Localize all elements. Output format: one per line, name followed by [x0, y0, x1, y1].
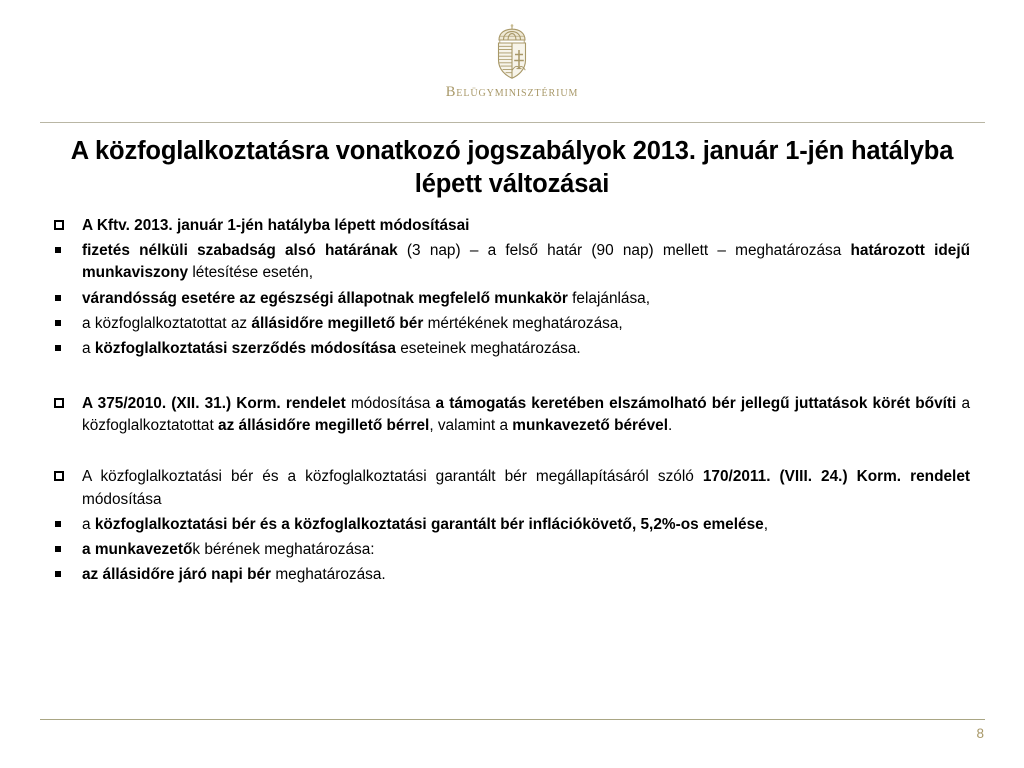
header-logo-block: [0, 24, 1024, 101]
block-spacer: [40, 363, 970, 393]
bullet-item-row: [40, 288, 970, 310]
bullet-text: [82, 466, 970, 510]
bullet-heading-row: [40, 215, 970, 237]
text-run: meghatározása.: [275, 566, 386, 584]
text-run-bold: az állásidőre járó napi bér: [82, 566, 276, 584]
header-divider-rule: [40, 122, 985, 123]
text-run: A közfoglalkoztatási bér és a közfoglalkoztatási garantált bér megállapításáról szóló: [82, 468, 703, 486]
hollow-square-bullet-icon: [54, 466, 72, 481]
bullet-text: [82, 313, 970, 335]
bullet-heading-row: [40, 393, 970, 437]
filled-square-bullet-icon: [55, 539, 73, 552]
bullet-text: [82, 240, 970, 284]
bullet-item-row: [40, 313, 970, 335]
slide-title-line2: hatályba lépett változásai: [414, 137, 954, 198]
text-run: , valamint a: [429, 417, 513, 435]
bullet-text: [82, 539, 970, 561]
text-run: mértékének meghatározása,: [427, 314, 623, 332]
text-run: felajánlása,: [572, 289, 651, 307]
bullet-heading-row: [40, 466, 970, 510]
hungarian-coat-of-arms-icon: [489, 24, 535, 80]
slide-content-body: [40, 215, 970, 589]
text-run: ,: [763, 515, 768, 533]
text-run-bold: állásidőre megillető bér: [251, 314, 428, 332]
bullet-item-row: [40, 338, 970, 360]
text-run: k bérének meghatározása:: [192, 540, 375, 558]
text-run-bold: A 375/2010. (XII. 31.) Korm. rendelet: [82, 395, 351, 413]
hollow-square-bullet-icon: [54, 393, 72, 408]
text-run-bold: 170/2011. (VIII. 24.) Korm. rendelet: [702, 468, 970, 486]
text-run: a: [82, 515, 95, 533]
filled-square-bullet-icon: [55, 338, 73, 351]
slide-title: [62, 135, 962, 200]
block-spacer: [40, 440, 970, 466]
text-run-bold: várandósság esetére az egészségi állapotnak megfelelő munkakör: [82, 289, 573, 307]
ministry-name: Belügyminisztérium: [445, 84, 579, 100]
text-run: módosítása: [350, 395, 436, 413]
text-run-bold: határozott idejű munkaviszony: [82, 242, 970, 282]
bullet-item-row: [40, 240, 970, 284]
text-run-bold: közfoglalkoztatási szerződés módosítása: [94, 339, 401, 357]
bullet-text: [82, 338, 970, 360]
filled-square-bullet-icon: [55, 514, 73, 527]
text-run: létesítése esetén,: [192, 264, 313, 282]
text-run: a: [82, 339, 95, 357]
text-run-bold: fizetés nélküli szabadság alsó határának: [82, 242, 407, 260]
text-run-bold: munkavezető bérével: [512, 417, 668, 435]
text-run-bold: A Kftv. 2013. január 1-jén hatályba lépett módosításai: [82, 217, 470, 234]
text-run: .: [667, 417, 673, 435]
filled-square-bullet-icon: [55, 240, 73, 253]
bullet-text: [82, 564, 970, 586]
bullet-item-row: [40, 539, 970, 561]
text-run-bold: az állásidőre megillető bérrel: [218, 417, 430, 435]
bullet-text: [82, 215, 970, 237]
bullet-item-row: [40, 514, 970, 536]
text-run: módosítása: [82, 490, 162, 508]
bullet-text: [82, 514, 970, 536]
bullet-item-row: [40, 564, 970, 586]
slide-title-line1: A közfoglalkoztatásra vonatkozó jogszabályok 2013. január 1-jén: [70, 137, 845, 165]
text-run-bold: a munkavezető: [82, 540, 193, 558]
text-run: a közfoglalkoztatottat: [82, 395, 970, 435]
bullet-text: [82, 393, 970, 437]
footer-divider-rule: [40, 719, 985, 720]
filled-square-bullet-icon: [55, 288, 73, 301]
text-run: (3 nap) – a felső határ (90 nap) mellett – meghatározása: [406, 242, 851, 260]
text-run-bold: a támogatás keretében elszámolható bér jellegű juttatások körét bővíti: [435, 395, 962, 413]
text-run: a közfoglalkoztatottat az: [82, 314, 252, 332]
filled-square-bullet-icon: [55, 564, 73, 577]
page-number: 8: [976, 726, 984, 741]
hollow-square-bullet-icon: [54, 215, 72, 230]
filled-square-bullet-icon: [55, 313, 73, 326]
bullet-text: [82, 288, 970, 310]
text-run-bold: közfoglalkoztatási bér és a közfoglalkoztatási garantált bér inflációkövető, 5,2%-os emelése: [94, 515, 764, 533]
text-run: eseteinek meghatározása.: [400, 339, 581, 357]
